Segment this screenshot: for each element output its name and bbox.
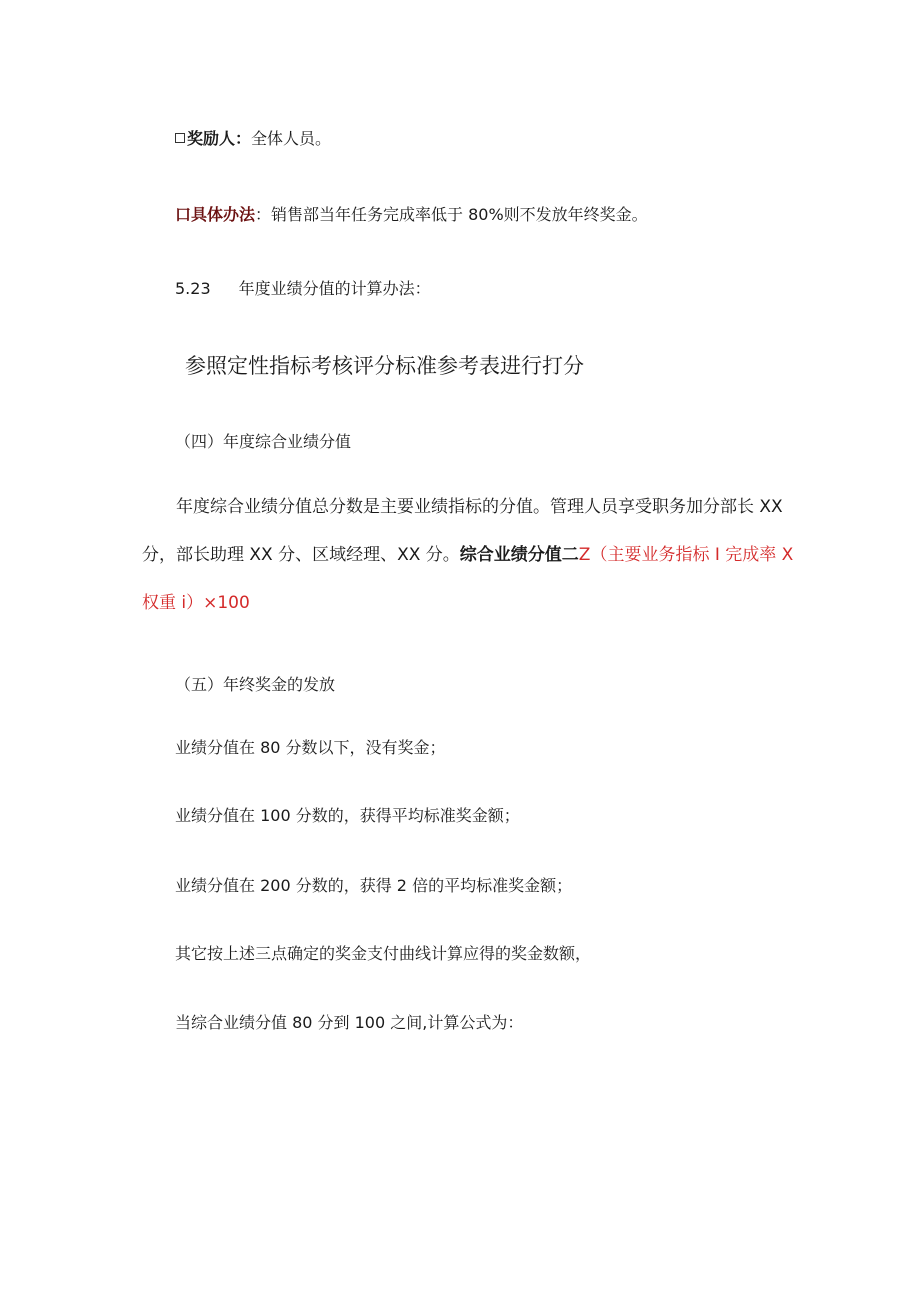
- subheading-four: （四）年度综合业绩分值: [175, 432, 352, 451]
- formula-part-2: 权重 i）×100: [142, 593, 250, 613]
- checkbox-icon: [175, 133, 185, 143]
- method-value: ：销售部当年任务完成率低于 80%则不发放年终奖金。: [255, 205, 648, 224]
- method-line: [175, 204, 648, 226]
- bonus-formula-intro: 当综合业绩分值 80 分到 100 之间,计算公式为：: [175, 1013, 524, 1032]
- subheading-five: （五）年终奖金的发放: [175, 675, 336, 694]
- paragraph-line-1: 年度综合业绩分值总分数是主要业绩指标的分值。管理人员享受职务加分部长 XX: [176, 497, 783, 517]
- reward-label: 奖励人：: [187, 129, 252, 148]
- reward-value: 全体人员。: [251, 129, 332, 148]
- bonus-rule-1: 业绩分值在 80 分数以下，没有奖金；: [175, 738, 446, 757]
- bonus-rule-3: 业绩分值在 200 分数的，获得 2 倍的平均标准奖金额；: [175, 876, 573, 895]
- section-title: 年度业绩分值的计算办法：: [238, 279, 431, 298]
- section-number: 5.23: [175, 279, 211, 298]
- method-label: 口具体办法: [175, 205, 256, 224]
- paragraph-line-2-text: 分，部长助理 XX 分、区域经理、XX 分。: [142, 545, 460, 565]
- bonus-rule-4: 其它按上述三点确定的奖金支付曲线计算应得的奖金数额，: [175, 944, 592, 963]
- paragraph-line-2: [142, 544, 793, 566]
- big-heading: 参照定性指标考核评分标准参考表进行打分: [185, 354, 584, 378]
- bonus-rule-2: 业绩分值在 100 分数的，获得平均标准奖金额；: [175, 806, 520, 825]
- section-heading: [175, 278, 431, 300]
- formula-label: 综合业绩分值二: [459, 545, 579, 565]
- reward-line: [175, 128, 331, 150]
- formula-part-1: Z（主要业务指标 I 完成率 X: [578, 545, 794, 565]
